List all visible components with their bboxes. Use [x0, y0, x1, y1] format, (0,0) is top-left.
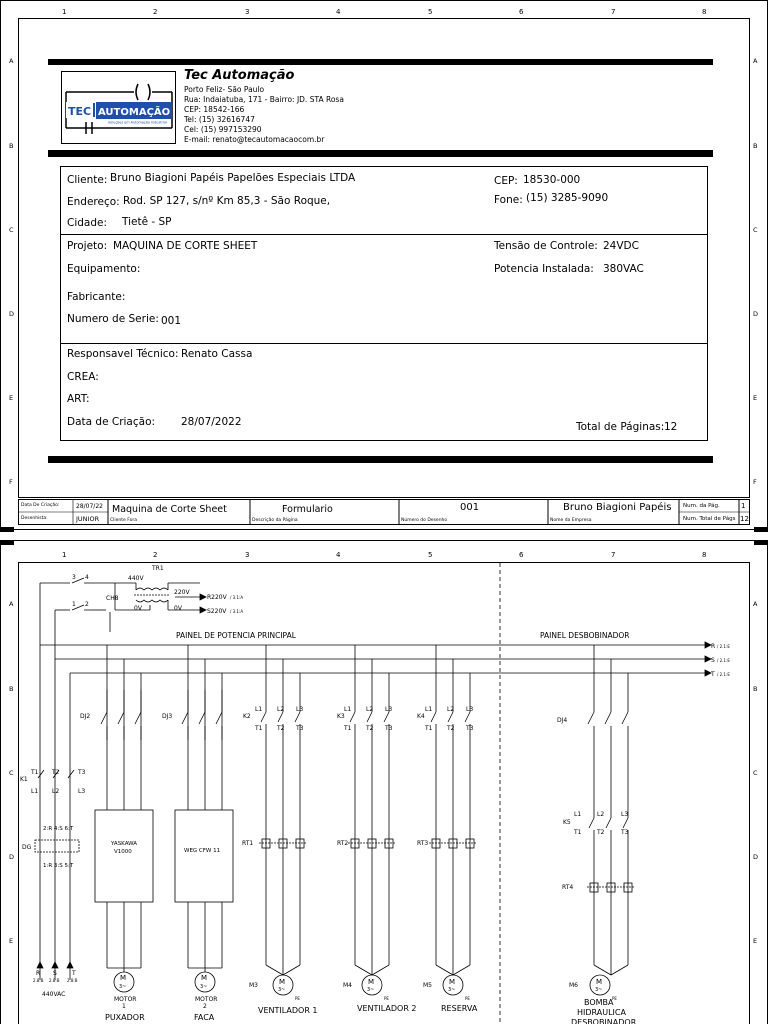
rt3-label: RT3 — [417, 840, 429, 847]
m5-phase: 3~ — [448, 987, 456, 993]
m6-label: M6 — [569, 982, 578, 989]
motor2-m: M — [201, 974, 208, 982]
painel-desbobinador-label: PAINEL DESBOBINADOR — [540, 631, 630, 640]
row-letter: B — [9, 685, 14, 693]
fone-label: Fone: — [494, 194, 523, 206]
k3-label: K3 — [337, 713, 345, 720]
row-letter: A — [9, 57, 14, 65]
responsavel-value: Renato Cassa — [181, 348, 253, 360]
m6-phase: 3~ — [595, 987, 603, 993]
ch8-label: CH8 — [106, 595, 119, 602]
total-paginas-value: 12 — [664, 421, 678, 433]
tb-cliente-label: Cliente Fora — [110, 518, 138, 523]
v0a-label: 0V — [134, 605, 142, 612]
potencia-label: Potencia Instalada: — [494, 263, 594, 275]
row-letter: A — [753, 57, 758, 65]
company-email: E-mail: renato@tecautomacaocom.br — [184, 135, 325, 144]
v440vac-label: 440VAC — [42, 991, 66, 998]
k2-label: K2 — [243, 713, 251, 720]
motor1-label: MOTOR — [114, 996, 137, 1003]
row-letter: C — [9, 769, 14, 777]
tb-num-pag: 1 — [741, 502, 746, 510]
company-name: Tec Automação — [184, 68, 295, 83]
s220-label: S220V — [207, 608, 227, 615]
dg-bottom-terminals: 1:R 3:S 5:T — [43, 863, 74, 869]
row-letter: B — [9, 142, 14, 150]
tb-data-criacao: 28/07/22 — [76, 503, 103, 510]
row-letter: A — [9, 600, 14, 608]
m4-l1: L1 — [344, 706, 352, 713]
bus-s-ref: / 2.1:E — [717, 658, 730, 663]
corner-mark — [0, 527, 14, 532]
k1-l1: L1 — [31, 788, 39, 795]
row-letter: C — [753, 769, 758, 777]
col-num: 2 — [153, 551, 158, 559]
company-cep: CEP: 18542-166 — [184, 105, 245, 114]
fuse-terminal: 3 — [72, 574, 76, 581]
total-paginas-label: Total de Páginas: — [576, 421, 665, 433]
col-num: 2 — [153, 8, 158, 16]
row-letter: D — [753, 310, 759, 318]
k5-pole — [623, 818, 628, 828]
m5-l3: L3 — [466, 706, 474, 713]
row-letter: E — [753, 394, 758, 402]
dj2-pole — [135, 712, 141, 724]
header-bar-bottom — [48, 150, 713, 157]
v220-label: 220V — [174, 589, 190, 596]
feed-ref: 2.8:B — [49, 978, 60, 983]
rt1-label: RT1 — [242, 840, 254, 847]
k5-pole — [606, 818, 611, 828]
dj3-pole — [199, 712, 205, 724]
tb-num-pag-label: Num. da Pág. — [683, 503, 720, 509]
company-city: Porto Feliz- São Paulo — [184, 85, 265, 94]
dj2-pole — [118, 712, 124, 724]
col-num: 1 — [62, 8, 67, 16]
tensao-value: 24VDC — [603, 240, 639, 252]
tb-numero-label: Número do Desenho — [401, 518, 448, 523]
serie-label: Numero de Serie: — [67, 313, 159, 325]
col-num: 5 — [428, 8, 433, 16]
m5-pe: PE — [465, 996, 470, 1001]
dj4-pole — [622, 712, 628, 724]
serie-value: 001 — [161, 315, 182, 327]
cep-value: 18530-000 — [523, 174, 581, 186]
fuse-terminal: 4 — [85, 574, 89, 581]
m4-label: M4 — [343, 982, 352, 989]
motor2-label: MOTOR — [195, 996, 218, 1003]
row-letter: D — [9, 310, 15, 318]
bus-r-ref: / 2.1:E — [717, 644, 730, 649]
m3-label: M3 — [249, 982, 258, 989]
dj4-label: DJ4 — [557, 717, 568, 724]
row-letter: D — [753, 853, 759, 861]
equipamento-label: Equipamento: — [67, 263, 141, 275]
contactor-pole — [367, 712, 372, 722]
row-letter: B — [753, 685, 758, 693]
dg-top-terminals: 2:R 4:S 6:T — [43, 826, 74, 832]
feed-r: R — [36, 970, 41, 977]
cidade-value: Tietê - SP — [122, 216, 172, 228]
art-label: ART: — [67, 393, 90, 405]
row-letter: E — [9, 394, 14, 402]
fuse-terminal: 2 — [85, 601, 89, 608]
motor2-name: FACA — [194, 1013, 215, 1022]
m6-name-1: BOMBA — [584, 998, 614, 1007]
m4-m: M — [368, 978, 375, 986]
cliente-label: Cliente: — [67, 174, 108, 186]
row-letter: C — [753, 226, 758, 234]
m5-t3: T3 — [466, 725, 474, 732]
row-letter: C — [9, 226, 14, 234]
m4-l2: L2 — [366, 706, 374, 713]
contactor-pole — [261, 712, 266, 722]
k5-label: K5 — [563, 819, 571, 826]
k1-t2: T2 — [52, 769, 60, 776]
cep-label: CEP: — [494, 175, 518, 187]
dj4-pole — [605, 712, 611, 724]
m4-t3: T3 — [385, 725, 393, 732]
info-divider — [60, 343, 708, 344]
m3-l2: L2 — [277, 706, 285, 713]
fabricante-label: Fabricante: — [67, 291, 126, 303]
data-criacao-value: 28/07/2022 — [181, 416, 242, 428]
m3-t3: T3 — [296, 725, 304, 732]
m6-pe: PE — [612, 996, 617, 1001]
row-letter: E — [9, 937, 14, 945]
rt2-label: RT2 — [337, 840, 349, 847]
k5-t2: T2 — [597, 829, 605, 836]
dg-label: DG — [22, 844, 32, 851]
col-num: 8 — [702, 8, 707, 16]
row-letter: F — [753, 478, 757, 486]
k1-t3: T3 — [78, 769, 86, 776]
col-num: 3 — [245, 551, 250, 559]
tb-desenhista: JUNIOR — [76, 515, 100, 523]
contactor-pole — [350, 712, 355, 722]
tr1-label: TR1 — [152, 565, 164, 572]
m5-m: M — [449, 978, 456, 986]
feed-t: T — [72, 970, 76, 977]
m5-label: M5 — [423, 982, 432, 989]
company-street: Rua: Indaiatuba, 171 - Bairro: JD. STA Rosa — [184, 95, 344, 104]
m3-pe: PE — [295, 996, 300, 1001]
feed-ref: 2.8:B — [33, 978, 44, 983]
tb-num-total: 12 — [740, 515, 749, 523]
k1-label: K1 — [20, 776, 28, 783]
dj2-pole — [101, 712, 107, 724]
motor1-m: M — [120, 974, 127, 982]
potencia-value: 380VAC — [603, 263, 644, 275]
k5-t3: T3 — [621, 829, 629, 836]
m3-m: M — [279, 978, 286, 986]
k1-l2: L2 — [52, 788, 60, 795]
row-letter: D — [9, 853, 15, 861]
feed-ref: 2.8:B — [67, 978, 78, 983]
motor2-phase: 3~ — [200, 984, 208, 990]
m3-l1: L1 — [255, 706, 263, 713]
data-criacao-label: Data de Criação: — [67, 416, 156, 428]
yaskawa-drive-box — [95, 810, 153, 902]
tb-descricao: Formulario — [282, 504, 333, 515]
s220-ref: / 3.1:A — [230, 609, 244, 614]
m5-l2: L2 — [447, 706, 455, 713]
m4-pe: PE — [384, 996, 389, 1001]
weg-drive-box — [175, 810, 233, 902]
m4-l3: L3 — [385, 706, 393, 713]
crea-label: CREA: — [67, 371, 99, 383]
col-num: 7 — [611, 8, 616, 16]
k5-l3: L3 — [621, 811, 629, 818]
cliente-value: Bruno Biagioni Papéis Papelões Especiais LTDA — [110, 172, 356, 184]
company-tel: Tel: (15) 32616747 — [184, 115, 255, 124]
endereco-value: Rod. SP 127, s/nº Km 85,3 - São Roque, — [123, 195, 331, 207]
logo-tagline: Soluções em Automação Industrial — [108, 120, 167, 125]
m3-l3: L3 — [296, 706, 304, 713]
contactor-pole — [384, 712, 389, 722]
k1-l3: L3 — [78, 788, 86, 795]
col-num: 5 — [428, 551, 433, 559]
motor1-number: 1 — [122, 1003, 126, 1010]
m4-t1: T1 — [344, 725, 352, 732]
v0b-label: 0V — [174, 605, 182, 612]
motor1-phase: 3~ — [119, 984, 127, 990]
dj3-pole — [182, 712, 188, 724]
row-letter: A — [753, 600, 758, 608]
col-num: 6 — [519, 551, 524, 559]
corner-mark — [754, 527, 768, 532]
company-logo — [61, 71, 176, 144]
col-num: 6 — [519, 8, 524, 16]
row-letter: B — [753, 142, 758, 150]
m5-t1: T1 — [425, 725, 433, 732]
row-letter: F — [9, 478, 13, 486]
responsavel-label: Responsavel Técnico: — [67, 348, 179, 360]
tb-cliente: Maquina de Corte Sheet — [112, 504, 227, 515]
bus-s-label: S — [711, 657, 715, 664]
r220-ref: / 3.1:A — [230, 595, 244, 600]
bus-t-label: T — [711, 671, 715, 678]
tb-data-criacao-label: Data De Criação: — [21, 503, 60, 508]
projeto-label: Projeto: — [67, 240, 108, 252]
m6-name-2: HIDRAULICA — [577, 1008, 626, 1017]
bus-r-label: R — [711, 643, 716, 650]
k4-label: K4 — [417, 713, 425, 720]
m6-m: M — [596, 978, 603, 986]
m6-name-3: DESBOBINADOR — [571, 1018, 637, 1024]
col-num: 1 — [62, 551, 67, 559]
col-num: 3 — [245, 8, 250, 16]
weg-label: WEG CFW 11 — [184, 848, 221, 854]
k5-l1: L1 — [574, 811, 582, 818]
tb-empresa: Bruno Biagioni Papéis — [563, 502, 672, 513]
contactor-pole — [448, 712, 453, 722]
bus-t-ref: / 2.1:E — [717, 672, 730, 677]
k5-l2: L2 — [597, 811, 605, 818]
rt4-label: RT4 — [562, 884, 574, 891]
power-schematic — [0, 540, 768, 1024]
contactor-pole — [278, 712, 283, 722]
logo-text-left: TEC — [68, 105, 92, 118]
dj4-pole — [588, 712, 594, 724]
fone-value: (15) 3285-9090 — [526, 192, 609, 204]
m5-t2: T2 — [447, 725, 455, 732]
k5-t1: T1 — [574, 829, 582, 836]
dj3-pole — [216, 712, 222, 724]
dj3-label: DJ3 — [162, 713, 173, 720]
projeto-value: MAQUINA DE CORTE SHEET — [113, 240, 258, 252]
tb-descricao-label: Descrição da Página — [252, 518, 298, 523]
col-num: 7 — [611, 551, 616, 559]
k1-t1: T1 — [31, 769, 39, 776]
tb-num-total-label: Num. Total de Págs — [683, 516, 736, 522]
tb-empresa-label: Nome da Empresa — [550, 518, 592, 523]
company-cel: Cel: (15) 997153290 — [184, 125, 262, 134]
endereco-label: Endereço: — [67, 196, 120, 208]
footer-bar — [48, 456, 713, 463]
tb-desenhista-label: Desenhista: — [21, 516, 48, 521]
r220-label: R220V — [207, 594, 227, 601]
painel-principal-label: PAINEL DE POTENCIA PRINCIPAL — [176, 631, 296, 640]
info-divider — [60, 234, 708, 235]
m4-name: VENTILADOR 2 — [357, 1004, 417, 1013]
feed-s: S — [53, 970, 57, 977]
m3-t1: T1 — [255, 725, 263, 732]
k5-pole — [589, 818, 594, 828]
contactor-pole — [465, 712, 470, 722]
tb-numero: 001 — [460, 502, 480, 513]
logo-text-right: AUTOMAÇÃO — [98, 107, 171, 118]
yaskawa-label: YASKAWA — [111, 841, 138, 847]
contactor-pole — [431, 712, 436, 722]
m3-phase: 3~ — [278, 987, 286, 993]
v440-label: 440V — [128, 575, 144, 582]
row-letter: E — [753, 937, 758, 945]
fuse-terminal: 1 — [72, 601, 76, 608]
header-bar-top — [48, 59, 713, 65]
col-num: 4 — [336, 551, 341, 559]
cidade-label: Cidade: — [67, 217, 108, 229]
motor1-name: PUXADOR — [105, 1013, 145, 1022]
tensao-label: Tensão de Controle: — [494, 240, 598, 252]
dj2-label: DJ2 — [80, 713, 91, 720]
col-num: 4 — [336, 8, 341, 16]
m5-l1: L1 — [425, 706, 433, 713]
m3-t2: T2 — [277, 725, 285, 732]
m4-t2: T2 — [366, 725, 374, 732]
m4-phase: 3~ — [367, 987, 375, 993]
yaskawa-model: V1000 — [114, 849, 132, 855]
m5-name: RESERVA — [441, 1004, 478, 1013]
motor2-number: 2 — [203, 1003, 207, 1010]
col-num: 8 — [702, 551, 707, 559]
m3-name: VENTILADOR 1 — [258, 1006, 318, 1015]
info-box — [60, 166, 708, 441]
contactor-pole — [295, 712, 300, 722]
